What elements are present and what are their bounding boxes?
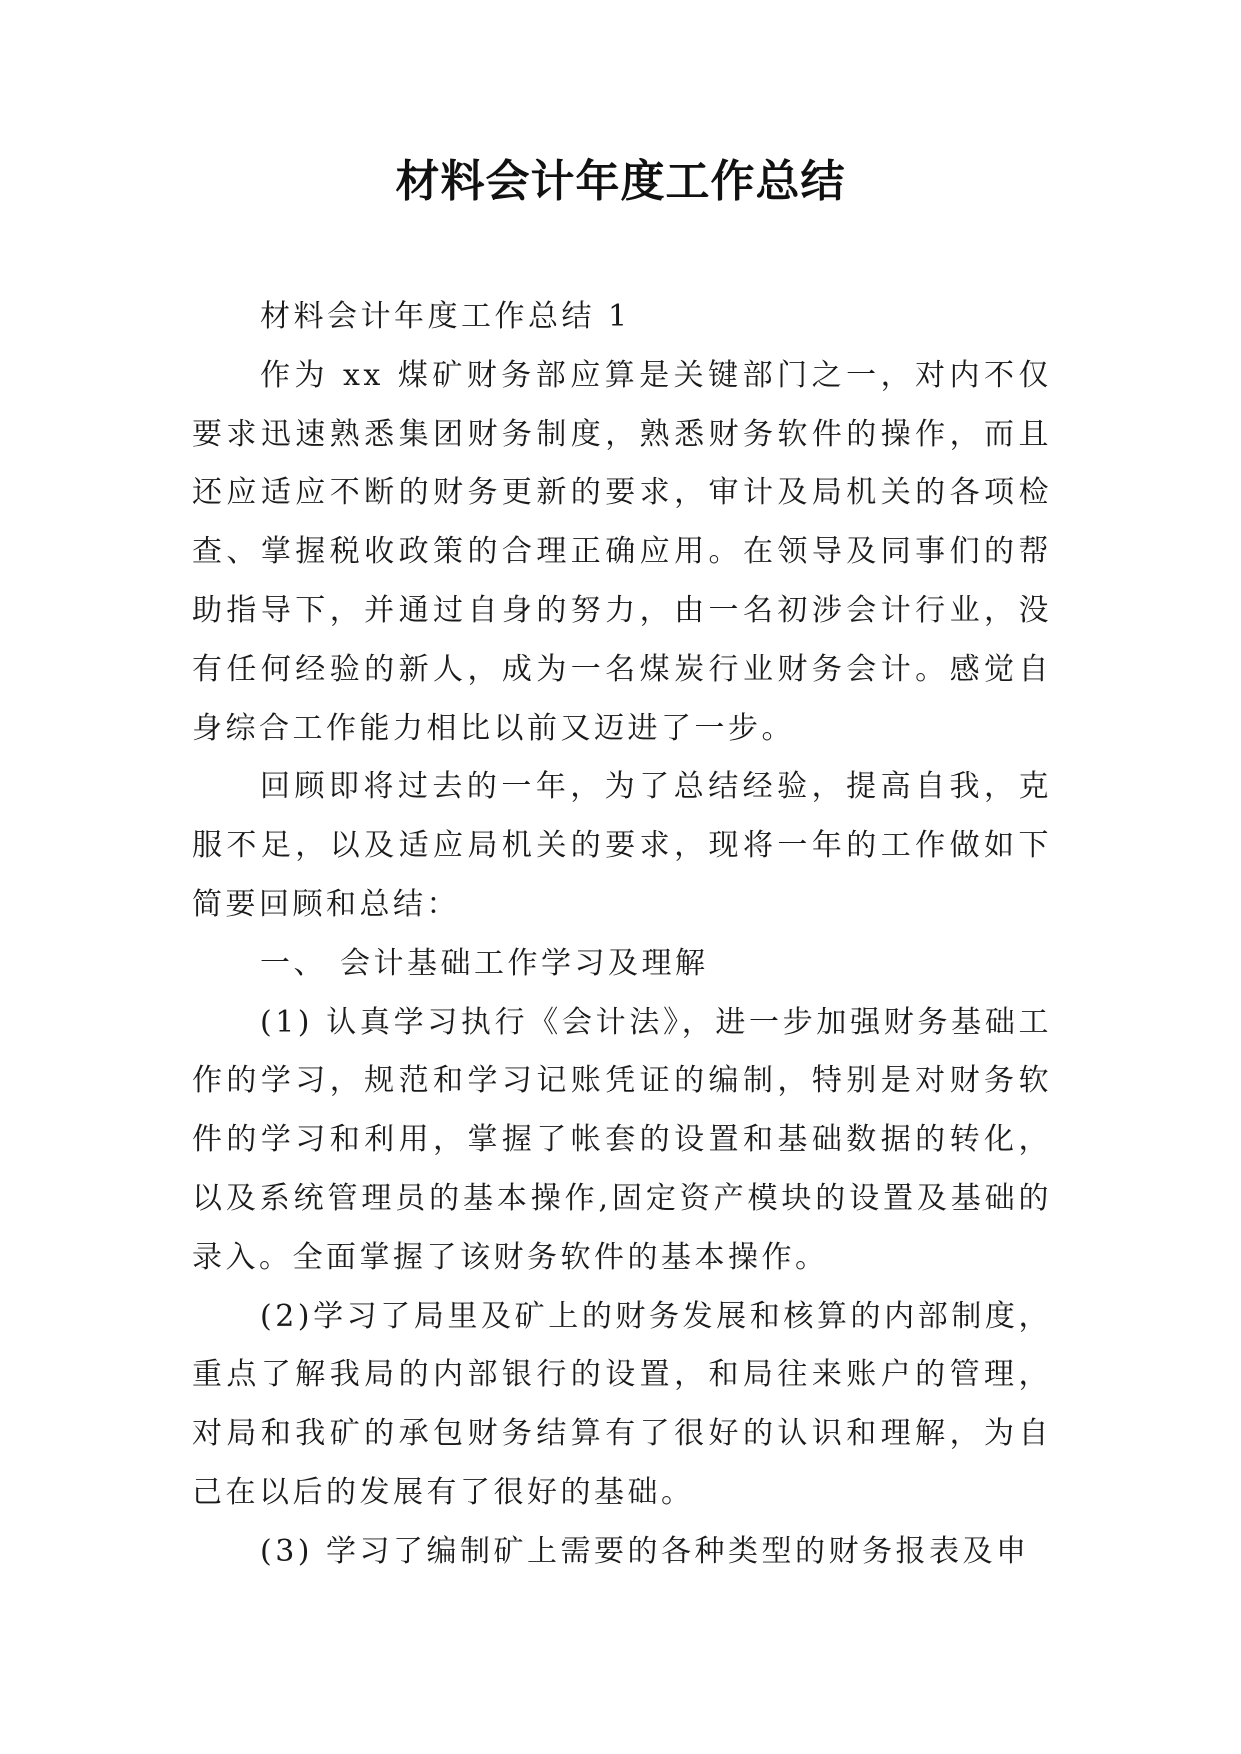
section-heading: 材料会计年度工作总结 1 — [260, 299, 631, 334]
paragraph: (1) 认真学习执行《会计法》，进一步加强财务基础工作的学习，规范和学习记账凭证的编制，特别是对财务软件的学习和利用，掌握了帐套的设置和基础数据的转化，以及系统管理员的基本操作,固定资产模块的设置及基础的录入。全面掌握了该财务软件的基本操作。 — [192, 1004, 1052, 1275]
paragraph: 作为 xx 煤矿财务部应算是关键部门之一，对内不仅要求迅速熟悉集团财务制度，熟悉财务软件的操作，而且还应适应不断的财务更新的要求，审计及局机关的各项检查、掌握税收政策的合理正确应用。在领导及同事们的帮助指导下，并通过自身的努力，由一名初涉会计行业，没有任何经验的新人，成为一名煤炭行业财务会计。感觉自身综合工作能力相比以前又迈进了一步。 — [192, 357, 1052, 746]
subsection-heading: 一、 会计基础工作学习及理解 — [260, 945, 709, 981]
paragraph: (3) 学习了编制矿上需要的各种类型的财务报表及申 — [260, 1533, 1030, 1569]
document-title: 材料会计年度工作总结 — [395, 156, 846, 207]
paragraph: (2)学习了局里及矿上的财务发展和核算的内部制度，重点了解我局的内部银行的设置，和局往来账户的管理，对局和我矿的承包财务结算有了很好的认识和理解，为自己在以后的发展有了很好的基础。 — [192, 1298, 1052, 1510]
paragraph: 回顾即将过去的一年，为了总结经验，提高自我，克服不足，以及适应局机关的要求，现将一年的工作做如下简要回顾和总结： — [192, 769, 1052, 922]
document-body — [192, 288, 1052, 1582]
